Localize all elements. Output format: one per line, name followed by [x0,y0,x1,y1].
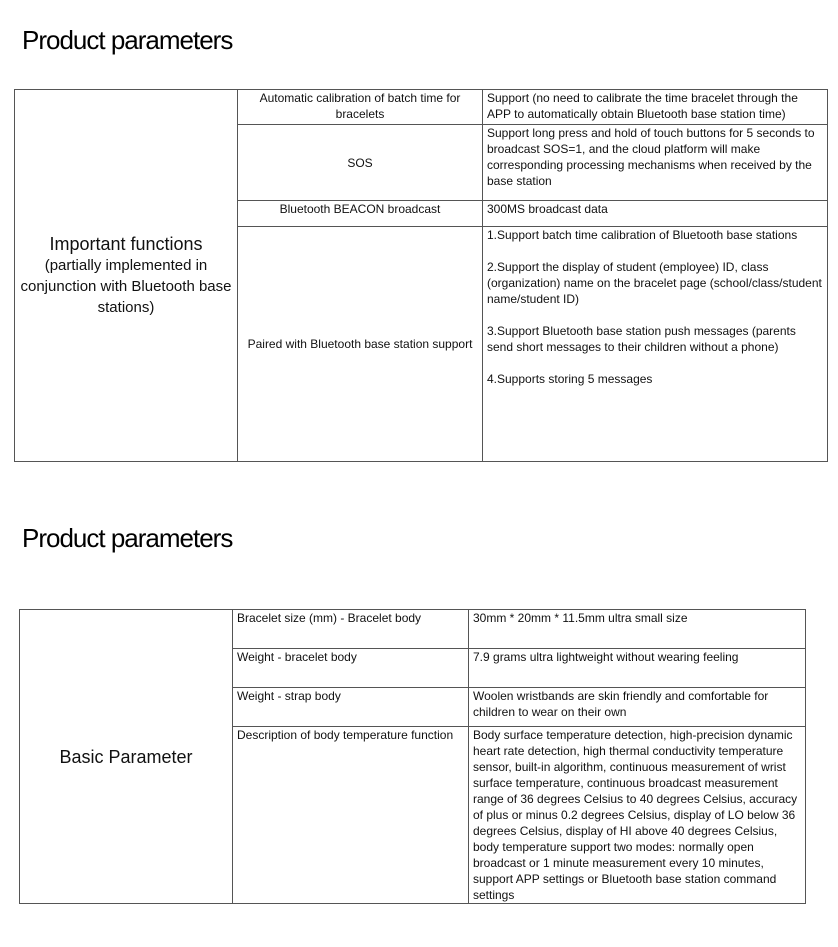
param-name: Description of body temperature function [233,727,469,904]
support-item: 3.Support Bluetooth base station push messages (parents send short messages to their children without a phone) [487,324,796,354]
section-title: Product parameters [22,25,233,55]
param-value: Body surface temperature detection, high-precision dynamic heart rate detection, high thermal conductivity temperature sensor, built-in algorithm, continuous measurement of wrist surface temperature, continuous broadcast measurement range of 36 degrees Celsius to 40 degrees Celsius, accuracy of plus or minus 0.2 degrees Celsius, display of LO below 36 degrees Celsius, display of HI above 40 degrees Celsius, body temperature support two modes: normally open broadcast or 1 minute measurement every 10 minutes, support APP settings or Bluetooth base station command settings [469,727,806,904]
param-value: Support (no need to calibrate the time bracelet through the APP to automatically obtain Bluetooth base station time) [483,90,828,125]
support-item: 4.Supports storing 5 messages [487,372,653,386]
category-label: Basic Parameter [59,746,193,767]
param-value: Woolen wristbands are skin friendly and comfortable for children to wear on their own [469,688,806,727]
param-value: 30mm * 20mm * 11.5mm ultra small size [469,610,806,649]
support-item: 2.Support the display of student (employee) ID, class (organization) name on the bracelet page (school/class/student name/student ID) [487,260,822,306]
param-name: Automatic calibration of batch time for bracelets [238,90,483,125]
table-row [20,610,806,649]
param-value: 300MS broadcast data [483,201,828,227]
category-label: Important functions [49,234,203,254]
support-item: 1.Support batch time calibration of Bluetooth base stations [487,228,798,242]
param-name: Bracelet size (mm) - Bracelet body [233,610,469,649]
category-cell [15,90,238,462]
category-note: (partially implemented in conjunction with Bluetooth base stations) [20,257,232,316]
param-name: SOS [238,125,483,201]
param-name: Weight - bracelet body [233,649,469,688]
param-value [483,227,828,462]
section-title: Product parameters [22,523,233,553]
basic-parameter-table [19,609,806,904]
param-value: 7.9 grams ultra lightweight without wearing feeling [469,649,806,688]
category-cell [20,610,233,904]
param-value: Support long press and hold of touch buttons for 5 seconds to broadcast SOS=1, and the cloud platform will make corresponding processing mechanisms when received by the base station [483,125,828,201]
param-name: Bluetooth BEACON broadcast [238,201,483,227]
param-name: Paired with Bluetooth base station support [238,227,483,462]
important-functions-table [14,89,828,462]
table-row [15,90,828,125]
param-name: Weight - strap body [233,688,469,727]
